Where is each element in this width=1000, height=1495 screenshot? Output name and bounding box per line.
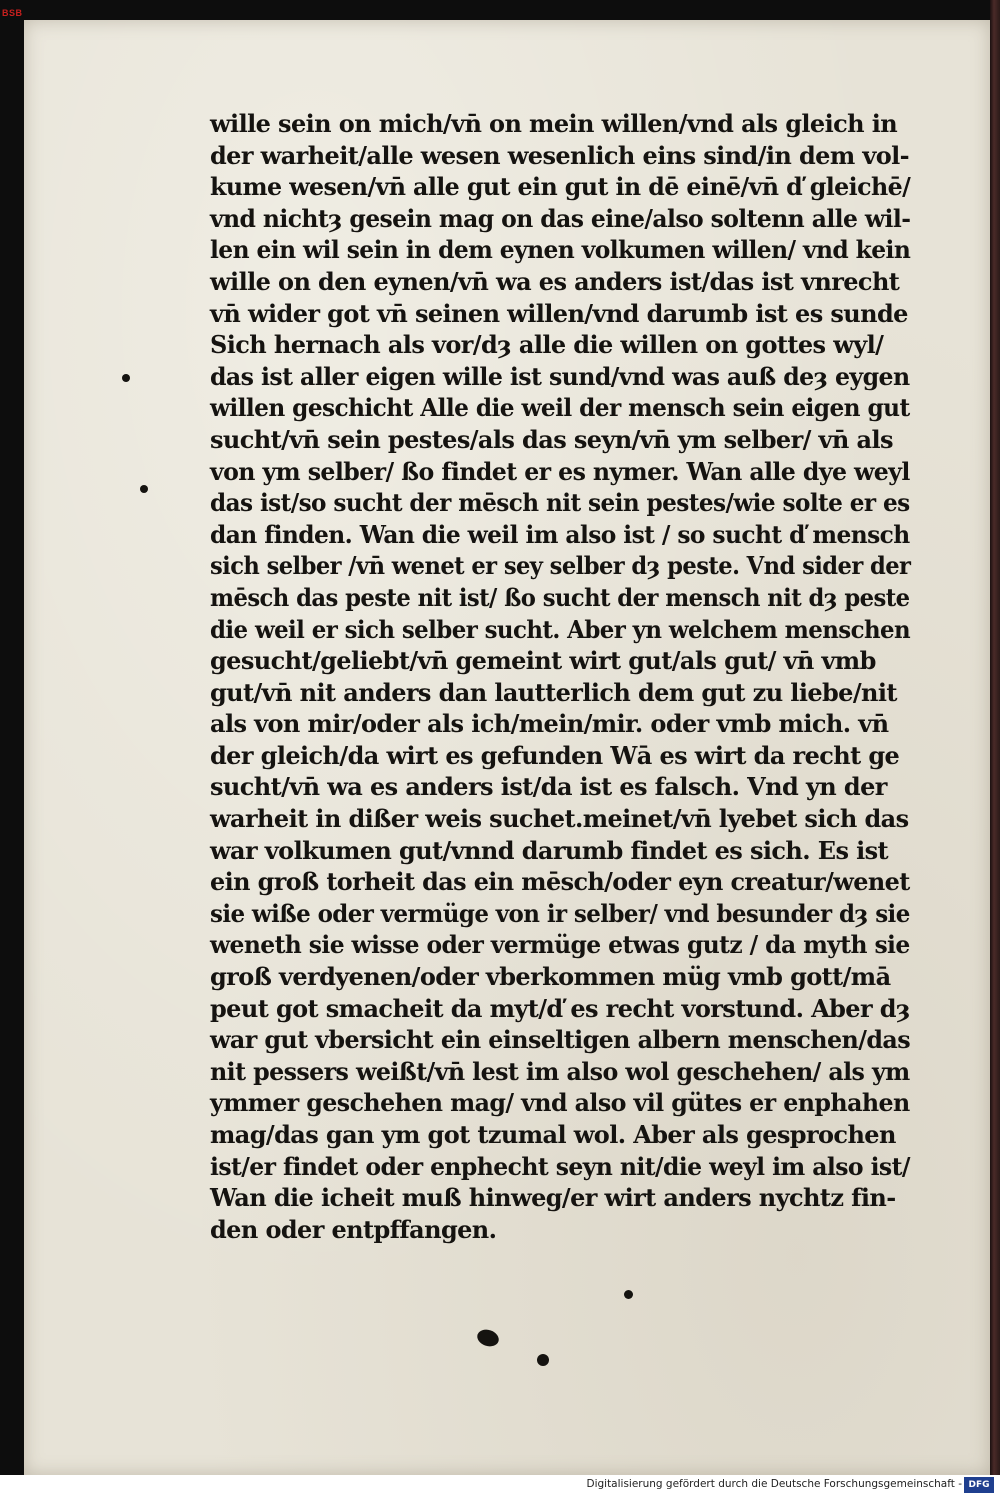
text-line: mēsch das peste nit ist/ ßo sucht der mensch nit dȝ peste [210,582,910,612]
text-line: ymmer geschehen mag/ vnd also vil gütes er enphahen [210,1088,910,1118]
text-line: der warheit/alle wesen wesenlich eins sind/in dem vol- [210,140,910,170]
text-line: dan finden. Wan die weil im also ist / so sucht ď mensch [210,519,910,549]
text-line: ist/er findet oder enphecht seyn nit/die weyl im also ist/ [210,1151,910,1181]
text-line: der gleich/da wirt es gefunden Wā es wirt da recht ge [210,740,900,770]
ink-spot [624,1290,633,1299]
text-line: sucht/vn̄ wa es anders ist/da ist es falsch. Vnd yn der [210,772,887,802]
text-line: mag/das gan ym got tzumal wol. Aber als gesprochen [210,1120,896,1149]
ink-spot [122,374,130,382]
text-line: vnd nichtȝ gesein mag on das eine/also soltenn alle wil- [210,203,911,233]
text-line: Sich hernach als vor/dȝ alle die willen on gottes wyl/ [210,330,884,360]
text-line: sich selber /vn̄ wenet er sey selber dȝ peste. Vnd sider der [210,551,911,581]
ink-spot [475,1327,501,1349]
text-line: len ein wil sein in dem eynen volkumen willen/ vnd kein [210,235,911,265]
text-line: gesucht/geliebt/vn̄ gemeint wirt gut/als gut/ vn̄ vmb [210,646,876,676]
text-line: die weil er sich selber sucht. Aber yn welchem menschen [210,614,911,644]
text-line: ein groß torheit das ein mēsch/oder eyn creatur/wenet [210,867,910,897]
text-line: kume wesen/vn̄ alle gut ein gut in dē einē/vn̄ ď gleichē/ [210,172,911,202]
book-page [24,20,990,1475]
text-line: vn̄ wider got vn̄ seinen willen/vnd darumb ist es sunde [210,298,908,328]
text-line: wille on den eynen/vn̄ wa es anders ist/das ist vnrecht [210,266,900,296]
text-block [210,108,910,1245]
text-line: das ist/so sucht der mēsch nit sein pestes/wie solte er es [210,488,910,518]
text-line: wille sein on mich/vn̄ on mein willen/vnd als gleich in [210,109,898,138]
text-line: als von mir/oder als ich/mein/mir. oder vmb mich. vn̄ [210,709,889,739]
text-line: von ym selber/ ßo findet er es nymer. Wan alle dye weyl [210,456,910,486]
text-line: war gut vbersicht ein einseltigen albern menschen/das [210,1025,911,1055]
text-line: war volkumen gut/vnnd darumb findet es sich. Es ist [210,835,889,865]
text-line: warheit in dißer weis suchet.meinet/vn̄ lyebet sich das [210,804,909,834]
text-line: peut got smacheit da myt/ď es recht vorstund. Aber dȝ [210,993,910,1023]
text-line: nit pessers weißt/vn̄ lest im also wol geschehen/ als ym [210,1056,910,1086]
ink-spot [537,1354,549,1366]
bsb-logo: BSB [2,8,23,18]
binding-edge [990,0,1000,1475]
footer-bar [0,1475,1000,1495]
funding-credit: Digitalisierung gefördert durch die Deutsche Forschungsgemeinschaft - [586,1478,962,1490]
text-line: groß verdyenen/oder vberkommen müg vmb gott/mā [210,962,891,992]
text-line: sie wiße oder vermüge von ir selber/ vnd besunder dȝ sie [210,898,910,928]
dfg-logo: DFG [964,1477,994,1493]
text-line: gut/vn̄ nit anders dan lautterlich dem gut zu liebe/nit [210,677,897,707]
text-line: sucht/vn̄ sein pestes/als das seyn/vn̄ ym selber/ vn̄ als [210,424,893,454]
text-line: das ist aller eigen wille ist sund/vnd was auß deȝ eygen [210,361,910,391]
ink-spot [140,485,148,493]
text-line: Wan die icheit muß hinweg/er wirt anders nychtz fin- [210,1183,896,1213]
text-line: den oder entpffangen. [210,1214,497,1244]
text-line: willen geschicht Alle die weil der mensch sein eigen gut [210,393,910,423]
text-line: weneth sie wisse oder vermüge etwas gutz / da myth sie [210,930,910,960]
